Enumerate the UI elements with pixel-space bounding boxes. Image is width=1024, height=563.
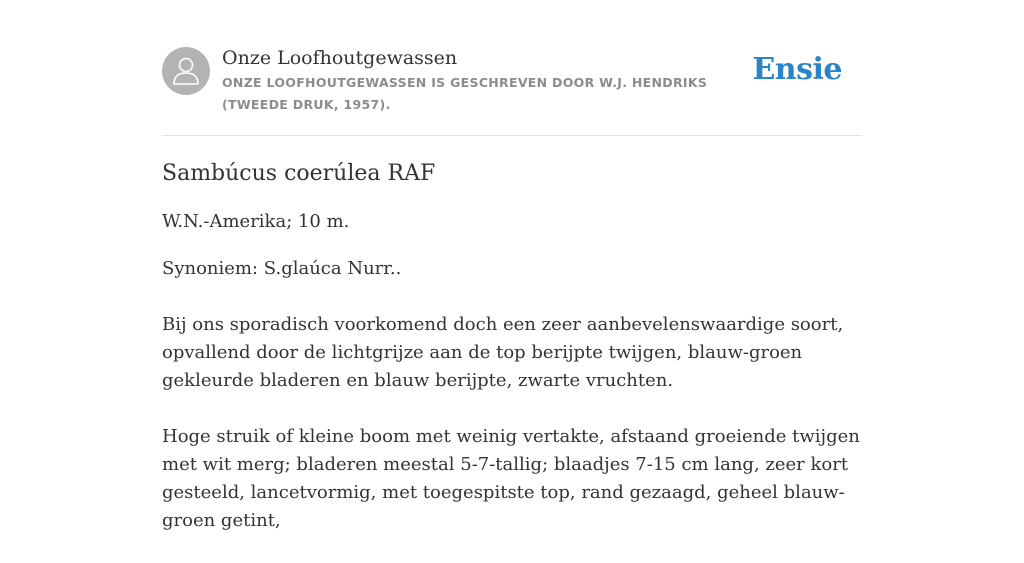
article-body — [162, 158, 862, 563]
entry-paragraph: Hoge struik of kleine boom met weinig vertakte, afstaand groeiende twijgen met wit merg; bladeren meestal 5-7-tallig; blaadjes 7-15 cm lang, zeer kort gesteeld, lancetvormig, met toegespitste top, rand gezaagd, geheel blauw-groen getint, — [162, 426, 860, 531]
ensie-logo[interactable]: Ensie — [752, 52, 842, 87]
entry-title: Sambúcus coerúlea RAF — [162, 161, 436, 186]
source-description: ONZE LOOFHOUTGEWASSEN IS GESCHREVEN DOOR W.J. HENDRIKS (TWEEDE DRUK, 1957). — [222, 75, 708, 112]
entry-paragraph: Bij ons sporadisch voorkomend doch een zeer aanbevelenswaardige soort, opvallend door de lichtgrijze aan de top berijpte twijgen, blauw-groen gekleurde bladeren en blauw berijpte, zwarte vruchten. — [162, 314, 844, 391]
entry-synonym: Synoniem: S.glaúca Nurr.. — [162, 258, 402, 279]
person-icon[interactable] — [162, 47, 210, 95]
entry-origin: W.N.-Amerika; 10 m. — [162, 211, 350, 232]
source-title[interactable]: Onze Loofhoutgewassen — [222, 47, 458, 69]
header-divider — [162, 135, 862, 136]
source-header — [162, 46, 862, 116]
